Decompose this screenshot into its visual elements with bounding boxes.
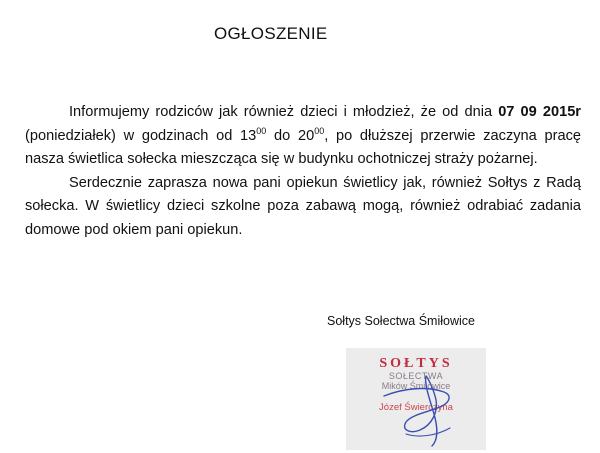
announcement-body xyxy=(25,101,581,242)
paragraph-rest: , po dłuższej przerwie zaczyna pracę nasza świetlica sołecka mieszcząca się w budynku ochotniczej straży pożarnej. xyxy=(25,127,581,167)
paragraph-invitation: Serdecznie zaprasza nowa pani opiekun świetlicy jak, również Sołtys z Radą sołecka. W świetlicy dzieci szkolne poza zabawą mogą, również odrabiać zadania domowe pod okiem pani opiekun. xyxy=(25,174,581,238)
official-stamp xyxy=(346,348,486,450)
paragraph-opening-info xyxy=(25,101,581,172)
opening-day-hours: (poniedziałek) w godzinach od 13 xyxy=(25,127,257,144)
time-to-hour: do 20 xyxy=(266,127,315,144)
handwritten-signature xyxy=(346,348,486,450)
paragraph-intro: Informujemy rodziców jak również dzieci i młodzież, że od dnia xyxy=(69,104,493,120)
signature-line: Sołtys Sołectwa Śmiłowice xyxy=(327,314,475,328)
opening-date: 07 09 2015r xyxy=(498,104,581,120)
announcement-title: OGŁOSZENIE xyxy=(214,24,328,43)
time-to-minutes: 00 xyxy=(314,125,325,136)
time-from-minutes: 00 xyxy=(256,125,267,136)
stamp-person: Józef Świerczyna xyxy=(379,402,453,413)
stamp-title: SOŁTYS xyxy=(379,356,453,371)
stamp-line-2: Mików Śmiłowice xyxy=(381,381,451,391)
stamp-line-1: SOŁECTWA xyxy=(388,371,444,381)
